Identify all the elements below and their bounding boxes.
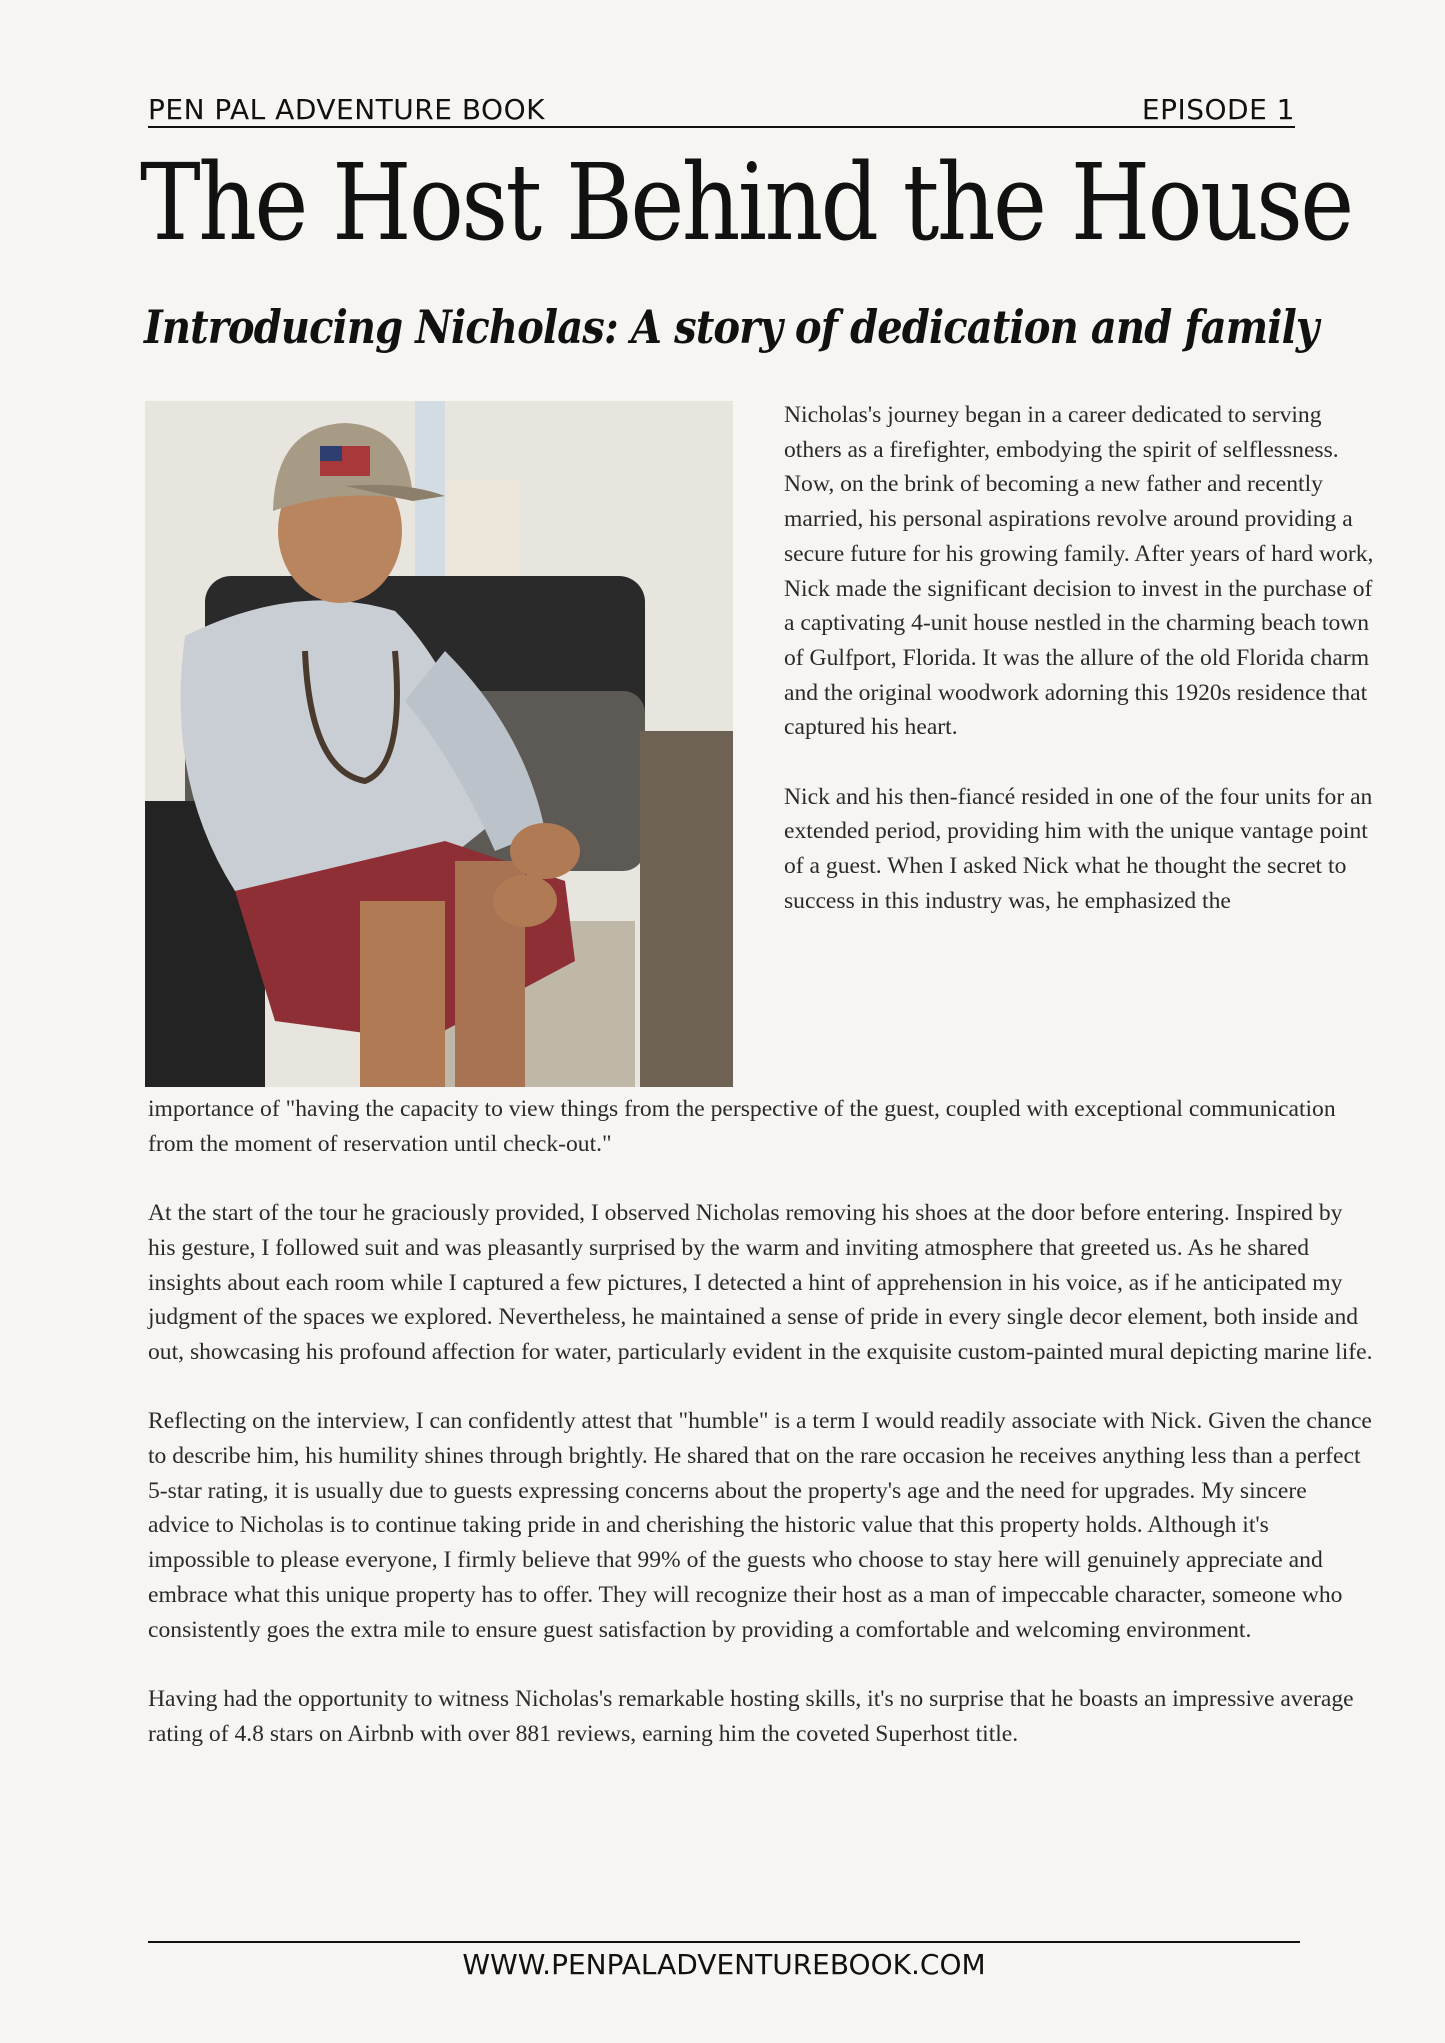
footer-divider — [148, 1941, 1300, 1943]
article-paragraph-1: Nicholas's journey began in a career dedicated to serving others as a firefighter, embodying the spirit of selflessness. Now, on the brink of becoming a new father and recently married, his personal aspirations revolve around providing a secure future for his growing family. After years of hard work, Nick made the significant decision to invest in the purchase of a captivating 4-unit house nestled in the charming beach town of Gulfport, Florida. It was the allure of the old Florida charm and the original woodwork adorning this 1920s residence that captured his heart. — [784, 402, 1374, 741]
header-bar — [148, 86, 1295, 126]
website-link[interactable]: WWW.PENPALADVENTUREBOOK.COM — [462, 1948, 986, 1981]
publication-name: PEN PAL ADVENTURE BOOK — [148, 93, 545, 126]
episode-label: EPISODE 1 — [1141, 93, 1295, 126]
article-title: The Host Behind the House — [140, 141, 1352, 264]
article-column-right — [784, 398, 1374, 919]
article-paragraph-2-end: importance of "having the capacity to view things from the perspective of the guest, coupled with exceptional communication from the moment of reservation until check-out." — [148, 1096, 1336, 1157]
host-portrait-illustration — [145, 401, 733, 1087]
article-paragraph-2-start: Nick and his then-fiancé resided in one of the four units for an extended period, providing him with the unique vantage point of a guest. When I asked Nick what he thought the secret to success in this industry was, he emphasized the — [784, 783, 1373, 914]
header-divider — [148, 126, 1295, 128]
host-photo — [145, 401, 733, 1087]
article-paragraph-3: At the start of the tour he graciously provided, I observed Nicholas removing his shoes at the door before entering. Inspired by his gesture, I followed suit and was pleasantly surprised by the warm and inviting atmosphere that greeted us. As he shared insights about each room while I captured a few pictures, I detected a hint of apprehension in his voice, as if he anticipated my judgment of the spaces we explored. Nevertheless, he maintained a sense of pride in every single decor element, both inside and out, showcasing his profound affection for water, particularly evident in the exquisite custom-painted mural depicting marine life. — [148, 1200, 1373, 1365]
article-paragraph-5: Having had the opportunity to witness Nicholas's remarkable hosting skills, it's no surprise that he boasts an impressive average rating of 4.8 stars on Airbnb with over 881 reviews, earning him the coveted Superhost title. — [148, 1685, 1354, 1747]
article-subtitle: Introducing Nicholas: A story of dedication and family — [144, 300, 1319, 354]
article-paragraph-4: Reflecting on the interview, I can confidently attest that "humble" is a term I would readily associate with Nick. Given the chance to describe him, his humility shines through brightly. He shared that on the rare occasion he receives anything less than a perfect 5-star rating, it is usually due to guests expressing concerns about the property's age and the need for upgrades. My sincere advice to Nicholas is to continue taking pride in and cherishing the historic value that this property holds. Although it's impossible to please everyone, I firmly believe that 99% of the guests who choose to stay here will genuinely appreciate and embrace what this unique property has to offer. They will recognize their host as a man of impeccable character, someone who consistently goes the extra mile to ensure guest satisfaction by providing a comfortable and welcoming environment. — [148, 1408, 1372, 1643]
article-body — [148, 1092, 1373, 1786]
